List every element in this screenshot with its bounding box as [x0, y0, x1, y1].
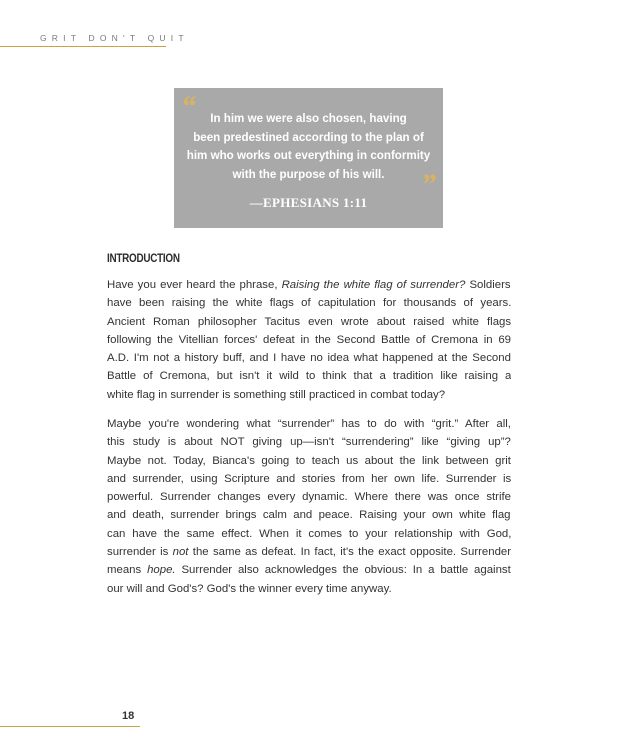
quote-line: In him we were also chosen, having	[210, 112, 407, 125]
text-line	[107, 294, 511, 312]
text-run: and surrender, using Scripture and stories from her own life. Surrender is	[107, 472, 511, 485]
quote-line: with the purpose of his will.	[232, 167, 385, 181]
text-line	[107, 386, 511, 404]
text-run: the same as defeat. In fact, it's the exact opposite. Surrender	[188, 546, 511, 559]
text-run: A.D. I'm not a history buff, and I have no idea what happened at the Second	[107, 352, 511, 365]
text-run: Maybe not. Today, Bianca's going to teach us about the link between grit	[107, 454, 511, 467]
quote-line: him who works out everything in conformity	[186, 149, 431, 162]
text-run: Maybe you're wondering what “surrender” has to do with “grit.” After all,	[107, 418, 511, 430]
italic-text: Raising the white flag of surrender?	[281, 279, 466, 291]
quote-line: been predestined according to the plan of	[193, 130, 424, 144]
text-run: have been raising the white flags of capitulation for thousands of years.	[107, 297, 511, 310]
paragraph-2	[107, 415, 511, 598]
text-line	[107, 561, 511, 579]
text-line	[107, 349, 511, 367]
text-line	[107, 470, 511, 488]
text-run: our will and God's? God's the winner every time anyway.	[107, 582, 392, 595]
open-quote-icon: “	[181, 90, 196, 123]
text-run: Ancient Roman philosopher Tacitus even wrote about raised white flags	[107, 315, 511, 328]
text-run: white flag in surrender is something still practiced in combat today?	[107, 388, 446, 401]
text-run: powerful. Surrender changes every dynamic. Where there was once strife	[107, 491, 511, 504]
text-run: surrender is	[107, 546, 173, 559]
text-line	[107, 452, 511, 470]
text-run: Surrender also acknowledges the obvious: In a battle against	[175, 564, 511, 577]
text-run: following the Vitellian forces' defeat in the Second Battle of Cremona in 69	[107, 333, 511, 346]
text-line	[107, 580, 511, 598]
text-run: Battle of Cremona, but isn't it wild to think that a tradition like raising a	[107, 370, 511, 383]
text-line	[107, 415, 511, 433]
text-line	[107, 276, 511, 294]
text-line	[107, 433, 511, 451]
scripture-quote-box	[174, 88, 443, 228]
text-line	[107, 488, 511, 506]
text-line	[107, 367, 511, 385]
header-rule	[0, 46, 166, 47]
italic-text: not	[172, 546, 189, 559]
text-run: can have the same effect. When it comes to your relationship with God,	[107, 527, 511, 540]
text-run: and death, surrender brings calm and peace. Raising your own white flag	[107, 509, 511, 522]
text-run: means	[107, 564, 148, 577]
text-run: Soldiers	[465, 279, 511, 291]
page-number: 18	[122, 710, 135, 722]
text-line	[107, 331, 511, 349]
text-line	[107, 506, 511, 524]
italic-text: hope.	[147, 564, 176, 577]
quote-text	[174, 110, 443, 184]
paragraph-1	[107, 276, 511, 404]
close-quote-icon: ”	[421, 168, 436, 201]
text-line	[107, 313, 511, 331]
text-line	[107, 525, 511, 543]
text-run: this study is about NOT giving up—isn't “surrendering” like “giving up”?	[107, 436, 511, 449]
quote-reference: —EPHESIANS 1:11	[249, 195, 368, 210]
running-head: GRIT DON'T QUIT	[40, 33, 189, 43]
section-heading: INTRODUCTION	[107, 253, 180, 265]
footer-rule	[0, 726, 140, 727]
text-run: Have you ever heard the phrase,	[107, 279, 282, 291]
text-line	[107, 543, 511, 561]
